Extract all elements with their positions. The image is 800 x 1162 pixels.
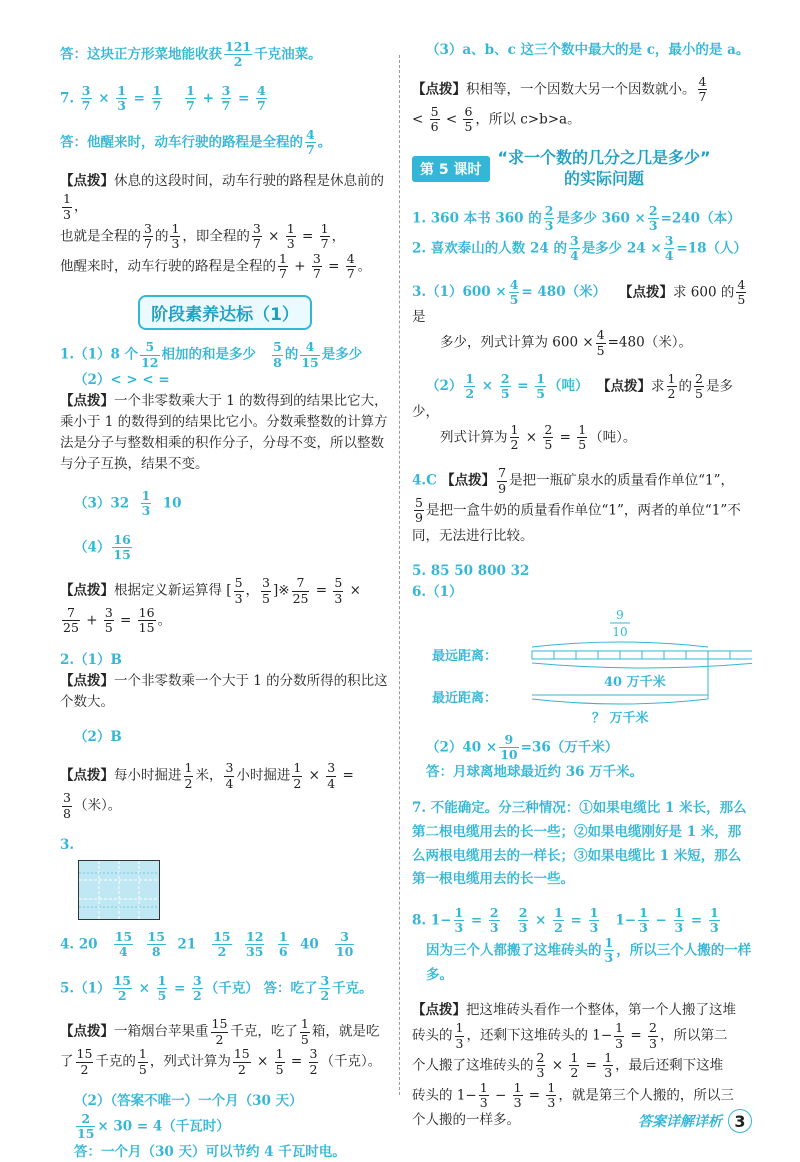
- r-question-8-eq: 8. 1− $\frac{1}{3}$ = $\frac{2}{3}$ $\frac{2}{3}$ × $\frac{1}{2}$ = $\frac{1}{3}$ 1− $\frac{1}{3}$ − $\frac{1}{3}$ = $\frac{1}{3}$: [412, 904, 719, 936]
- question-3-3-answer: （3）a、b、c 这三个数中最大的是 c，最小的是 a。: [426, 42, 750, 58]
- right-column: [412, 40, 752, 1131]
- r-question-8-conclusion: 因为三个人都搬了这堆砖头的 $\frac{1}{3}$ ，所以三个人搬的一样多。: [426, 934, 752, 984]
- r-question-5: 5. 85 50 800 32: [412, 562, 530, 579]
- footer-label: 答案详解详析: [638, 1114, 722, 1130]
- column-divider: [399, 55, 400, 1095]
- diagram-frac-num: 9: [616, 607, 624, 622]
- answer-top: 答：这块正方形菜地能收获 $\frac{121}{2}$ 千克油菜。: [60, 39, 322, 70]
- question-1-1: 1.（1）8 个 $\frac{5}{12}$ 相加的和是多少 $\frac{5}{8}$ 的 $\frac{4}{15}$ 是多少: [60, 339, 363, 370]
- r-question-6-2-answer: 答：月球离地球最近约 36 万千米。: [426, 764, 644, 781]
- tip-8: 【点拨】把这堆砖头看作一个整体，第一个人搬了这堆 砖头的 $\frac{1}{3}$ ，还剩下这堆砖头的 1− $\frac{1}{3}$ = $\frac{2}{3}$ ，所以第二 个人搬了这堆砖头的 $\frac{2}{3}$ × $\frac{1}{2}$ = $\frac{1}{3}$ ，最后还剩下这堆 砖头的 1− $\frac{1}{3}$ − $\frac{1}{3}$ = $\frac{1}{3}$ ，就是第三个人搬的，所以三 个人搬的一样多。: [412, 1002, 736, 1129]
- left-column: [60, 40, 390, 1162]
- section-title: 阶段素养达标（1）: [138, 295, 312, 330]
- r-question-7: 7. 不能确定。分三种情况：①如果电缆比 1 米长，那么第二根电缆用去的长一些；②如果电缆刚好是 1 米，那么两根电缆用去的一样长；③如果电缆比 1 米短，那么第一根电缆用去的长一些。: [412, 800, 747, 888]
- question-5-1: 5.（1） $\frac{15}{2}$ × $\frac{1}{5}$ = $\frac{3}{2}$ （千克） 答：吃了 $\frac{3}{2}$ 千克。: [60, 972, 373, 1004]
- question-7-equation: 7. $\frac{3}{7}$ × $\frac{1}{3}$ = $\frac{1}{7}$ $\frac{1}{7}$ + $\frac{3}{7}$ = $\frac{4}{7}$: [60, 82, 266, 114]
- tip-2b: 【点拨】每小时掘进 $\frac{1}{2}$ 米， $\frac{3}{4}$ 小时掘进 $\frac{1}{2}$ × $\frac{3}{4}$ = $\frac{3}{8}$ （米）。: [60, 760, 354, 821]
- lesson-badge: 第 5 课时: [412, 156, 490, 182]
- lesson-header: [412, 148, 752, 190]
- tip-7: 【点拨】休息的这段时间，动车行驶的路程是休息前的 $\frac{1}{3}$ ， 也就是全程的 $\frac{3}{7}$ 的 $\frac{1}{3}$ ，即全程的 $\frac{3}{7}$ × $\frac{1}{3}$ = $\frac{1}{7}$ ， 他醒来时，动车行驶的路程是全程的 $\frac{1}{7}$ + $\frac{3}{7}$ = $\frac{4}{7}$ 。: [60, 173, 384, 282]
- question-2-1: 2.（1）B: [60, 651, 122, 668]
- page-number: 3: [728, 1109, 752, 1133]
- r-question-3-2: （2） $\frac{1}{2}$ × $\frac{2}{5}$ = $\frac{1}{5}$ （吨） 【点拨】求 $\frac{1}{2}$ 的 $\frac{2}{5}$ 是多少， 列式计算为 $\frac{1}{2}$ × $\frac{2}{5}$ = $\frac{1}{5}$ （吨）。: [412, 370, 733, 452]
- question-1-2: （2）< > < =: [74, 372, 170, 389]
- tip-3-top: 【点拨】积相等，一个因数大另一个因数就小。 $\frac{4}{7}$ < $\frac{5}{6}$ < $\frac{6}{5}$ ，所以 c>b>a。: [412, 73, 707, 135]
- tip-1: 【点拨】一个非零数乘大于 1 的数得到的结果比它大，乘小于 1 的数得到的结果比它小。分数乘整数的计算方法是分子与整数相乘的积作分子，分母不变，所以整数与分子互换，结果不变。: [60, 393, 388, 472]
- lesson-title: “求一个数的几分之几是多少” 的实际问题: [497, 148, 711, 189]
- question-5-2: （2）（答案不唯一）一个月（30 天）: [74, 1092, 303, 1109]
- shaded-grid-figure: [78, 860, 160, 920]
- r-question-3-1: 3.（1）600 × $\frac{4}{5}$ = 480（米） 【点拨】求 600 的 $\frac{4}{5}$ 是 多少，列式计算为 600 × $\frac{4}{5}$ =480（米）。: [412, 276, 746, 358]
- r-question-1: 1. 360 本书 360 的 $\frac{2}{3}$ 是多少 360 × $\frac{2}{3}$ =240（本）: [412, 203, 741, 234]
- question-1-4: （4） $\frac{16}{15}$: [74, 531, 131, 562]
- diagram-unknown-label: ？ 万千米: [592, 710, 649, 726]
- r-question-6-2: （2）40 × $\frac{9}{10}$ =36（万千米）: [426, 731, 619, 762]
- question-5-2-calc: $\frac{2}{15}$ × 30 = 4（千瓦时）: [77, 1110, 230, 1142]
- r-question-4: 4.C 【点拨】 $\frac{7}{9}$ 是把一瓶矿泉水的质量看作单位“1”， $\frac{5}{9}$ 是把一盒牛奶的质量看作单位“1”，两者的单位“1”不同，无法进行比较。: [412, 465, 741, 544]
- tip-5: 【点拨】一箱烟台苹果重 $\frac{15}{2}$ 千克，吃了 $\frac{1}{5}$ 箱，就是吃 了 $\frac{15}{2}$ 千克的 $\frac{1}{5}$ ，列式计算为 $\frac{15}{2}$ × $\frac{1}{5}$ = $\frac{3}{2}$ （千克）。: [60, 1016, 382, 1077]
- diagram-far-label: 最远距离：: [432, 648, 498, 664]
- question-3: 3.: [60, 836, 75, 853]
- tip-2: 【点拨】一个非零数乘一个大于 1 的分数所得的积比这个数大。: [60, 672, 388, 710]
- question-5-2-answer: 答：一个月（30 天）可以节约 4 千瓦时电。: [74, 1143, 346, 1160]
- diagram-frac-den: 10: [612, 624, 628, 639]
- question-2-2: （2）B: [74, 728, 122, 745]
- tip-1b: 【点拨】根据定义新运算得 [ $\frac{5}{3}$ ， $\frac{3}{5}$ ]※ $\frac{7}{25}$ = $\frac{5}{3}$ × $\frac{7}{25}$ + $\frac{3}{5}$ = $\frac{16}{15}$ 。: [60, 575, 361, 636]
- question-1-3: （3）32 $\frac{1}{3}$ 10: [74, 487, 182, 519]
- question-7-answer: 答：他醒来时，动车行驶的路程是全程的 $\frac{4}{7}$ 。: [60, 126, 332, 157]
- diagram-near-label: 最近距离：: [432, 690, 498, 706]
- r-question-6-1: 6.（1）: [412, 583, 463, 600]
- question-4: 4. 20 $\frac{15}{4}$ $\frac{15}{8}$ 21 $\frac{15}{2}$ $\frac{12}{35}$ $\frac{1}{6}$ 40 $\frac{3}{10}$: [60, 928, 354, 960]
- diagram-40-label: 40 万千米: [604, 674, 666, 690]
- distance-diagram: [412, 607, 752, 727]
- page-footer: [638, 1109, 752, 1133]
- r-question-2: 2. 喜欢泰山的人数 24 的 $\frac{3}{4}$ 是多少 24 × $\frac{3}{4}$ =18（人）: [412, 232, 747, 264]
